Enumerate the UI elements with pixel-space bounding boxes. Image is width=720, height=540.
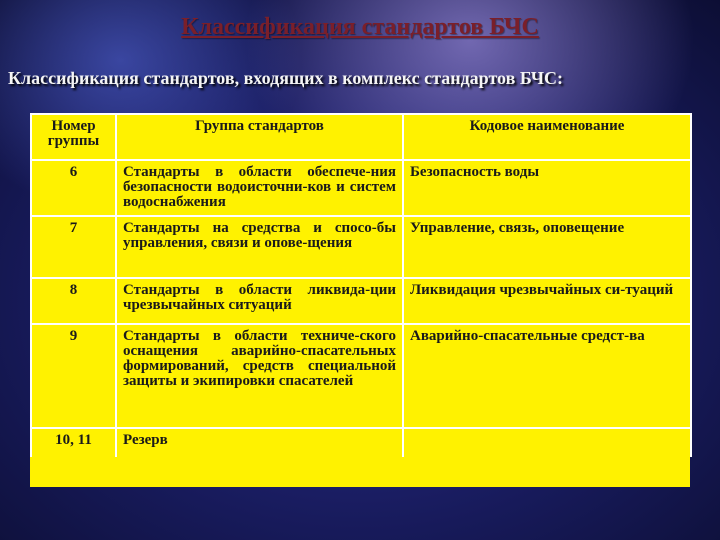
table-row: [31, 160, 691, 216]
table-row: [31, 428, 691, 457]
cell-group-number: 10, 11: [31, 428, 116, 457]
table-header-row: [31, 114, 691, 160]
table-row: [31, 278, 691, 324]
cell-standards-group: Стандарты в области техниче-ского оснащения аварийно-спасательных формирований, средств специальной защиты и экипировки спасателей: [116, 324, 403, 428]
cell-code-name: Ликвидация чрезвычайных си-туаций: [403, 278, 691, 324]
header-group-number: Номер группы: [31, 114, 116, 160]
header-standards-group: Группа стандартов: [116, 114, 403, 160]
cell-group-number: 8: [31, 278, 116, 324]
cell-standards-group: Стандарты в области ликвида-ции чрезвычайных ситуаций: [116, 278, 403, 324]
header-code-name: Кодовое наименование: [403, 114, 691, 160]
standards-table: [30, 113, 692, 457]
slide-subtitle: Классификация стандартов, входящих в комплекс стандартов БЧС:: [8, 68, 564, 88]
cell-code-name: [403, 428, 691, 457]
cell-group-number: 9: [31, 324, 116, 428]
cell-code-name: Аварийно-спасательные средст-ва: [403, 324, 691, 428]
cell-standards-group: Стандарты на средства и спосо-бы управления, связи и опове-щения: [116, 216, 403, 278]
standards-table-container: [30, 113, 690, 487]
cell-group-number: 6: [31, 160, 116, 216]
cell-group-number: 7: [31, 216, 116, 278]
cell-standards-group: Резерв: [116, 428, 403, 457]
slide-title: Классификация стандартов БЧС: [181, 14, 539, 40]
cell-standards-group: Стандарты в области обеспече-ния безопасности водоисточни-ков и систем водоснабжения: [116, 160, 403, 216]
cell-code-name: Управление, связь, оповещение: [403, 216, 691, 278]
table-row: [31, 216, 691, 278]
cell-code-name: Безопасность воды: [403, 160, 691, 216]
table-row: [31, 324, 691, 428]
